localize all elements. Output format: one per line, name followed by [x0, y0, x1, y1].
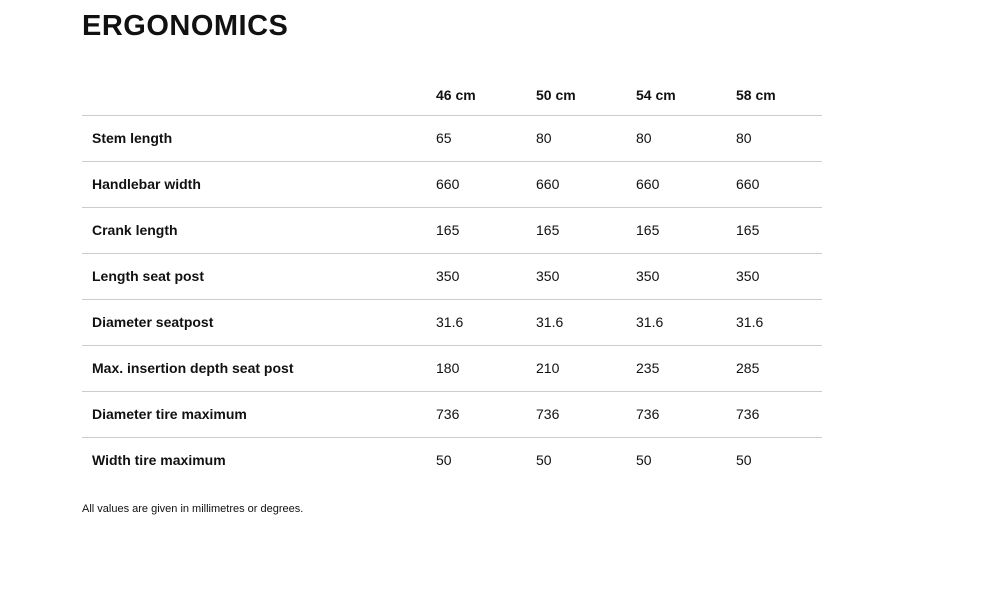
cell-value: 350	[436, 253, 536, 299]
cell-value: 165	[536, 207, 636, 253]
cell-value: 660	[736, 161, 822, 207]
cell-value: 31.6	[736, 299, 822, 345]
table-row	[82, 391, 822, 437]
cell-value: 50	[536, 437, 636, 483]
cell-value: 180	[436, 345, 536, 391]
row-label: Length seat post	[82, 253, 436, 299]
cell-value: 31.6	[436, 299, 536, 345]
cell-value: 736	[436, 391, 536, 437]
row-label: Max. insertion depth seat post	[82, 345, 436, 391]
footnote: All values are given in millimetres or degrees.	[82, 503, 304, 515]
cell-value: 80	[536, 115, 636, 161]
cell-value: 31.6	[636, 299, 736, 345]
column-header-size: 50 cm	[536, 86, 576, 103]
cell-value: 31.6	[536, 299, 636, 345]
page-title: ERGONOMICS	[82, 10, 289, 42]
table-row	[82, 437, 822, 483]
row-label: Handlebar width	[82, 161, 436, 207]
cell-value: 350	[636, 253, 736, 299]
cell-value: 80	[636, 115, 736, 161]
row-label: Stem length	[82, 115, 436, 161]
cell-value: 660	[436, 161, 536, 207]
cell-value: 350	[536, 253, 636, 299]
table-header-empty-cell	[82, 75, 436, 115]
cell-value: 65	[436, 115, 536, 161]
table-row	[82, 161, 822, 207]
table-row	[82, 345, 822, 391]
cell-value: 50	[436, 437, 536, 483]
cell-value: 165	[736, 207, 822, 253]
cell-value: 50	[636, 437, 736, 483]
ergonomics-table	[82, 75, 822, 483]
cell-value: 285	[736, 345, 822, 391]
cell-value: 210	[536, 345, 636, 391]
table-row	[82, 115, 822, 161]
cell-value: 350	[736, 253, 822, 299]
column-header-size: 54 cm	[636, 86, 676, 103]
cell-value: 165	[636, 207, 736, 253]
row-label: Width tire maximum	[82, 437, 436, 483]
table-row	[82, 253, 822, 299]
cell-value: 165	[436, 207, 536, 253]
cell-value: 736	[636, 391, 736, 437]
column-header-size: 58 cm	[736, 86, 776, 103]
cell-value: 660	[636, 161, 736, 207]
cell-value: 235	[636, 345, 736, 391]
table-row	[82, 207, 822, 253]
table-body	[82, 115, 822, 483]
row-label: Crank length	[82, 207, 436, 253]
column-header-size: 46 cm	[436, 86, 476, 103]
cell-value: 660	[536, 161, 636, 207]
row-label: Diameter tire maximum	[82, 391, 436, 437]
row-label: Diameter seatpost	[82, 299, 436, 345]
cell-value: 736	[536, 391, 636, 437]
cell-value: 80	[736, 115, 822, 161]
table-row	[82, 299, 822, 345]
cell-value: 50	[736, 437, 822, 483]
cell-value: 736	[736, 391, 822, 437]
table-header-row	[82, 75, 822, 115]
